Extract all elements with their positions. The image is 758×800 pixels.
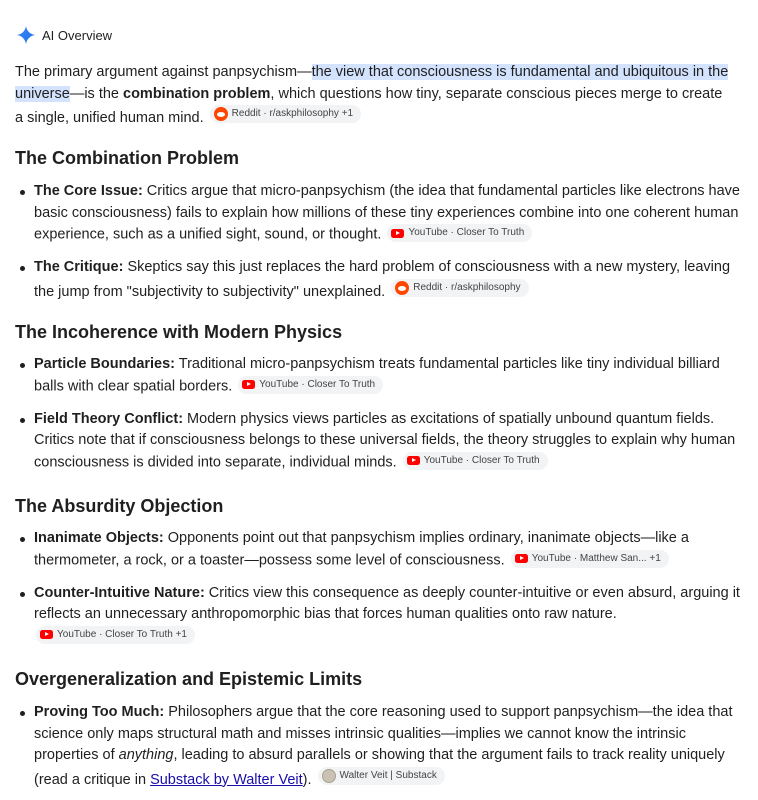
item-text: Traditional micro-panpsychism treats fundamental particles like tiny individual billiard balls with clear spatial borders. [34,356,720,394]
intro-text: , which questions how tiny, separate conscious pieces merge to create a single, unified human mind. [15,85,723,126]
source-chip-label: YouTube · Closer To Truth [259,378,376,390]
section-list [0,702,740,791]
item-text: Critics view this consequence as deeply counter-intuitive or even absurd, arguing it reflects an unnecessary anthropomorphic bias that forces human qualities onto raw nature. [34,584,740,622]
substack-link[interactable]: Substack by Walter Veit [150,771,303,788]
gemini-sparkle-icon [16,25,36,45]
source-chip-label: Reddit · r/askphilosophy +1 [231,108,354,119]
item-label: Counter-Intuitive Nature: [34,584,205,601]
reddit-icon [395,281,409,295]
item-label: Proving Too Much: [34,704,165,720]
item-label: The Critique: [34,259,124,275]
item-label: Inanimate Objects: [34,530,164,546]
source-chip[interactable] [387,224,532,242]
highlighted-definition: the view that consciousness is fundamental and ubiquitous in the universe [15,64,729,102]
source-chip-label: Reddit · r/askphilosophy [413,281,521,293]
source-chip[interactable] [403,452,548,470]
list-item [0,354,740,398]
source-chip-label: YouTube · Closer To Truth [408,227,525,238]
section-heading: Overgeneralization and Epistemic Limits [15,669,363,689]
section-heading: The Combination Problem [15,148,240,168]
youtube-icon [407,456,420,465]
list-item [0,181,740,246]
list-item [0,257,740,303]
source-chip-label: Walter Veit | Substack [339,769,437,781]
section-list [0,528,740,648]
source-chip-label: YouTube · Matthew San... +1 [531,552,661,564]
list-item [0,409,740,474]
list-item [0,702,740,791]
item-label: Field Theory Conflict: [34,410,184,427]
youtube-icon [391,229,404,238]
item-emphasis: anything [118,747,174,763]
youtube-icon [242,380,255,389]
section-heading: The Absurdity Objection [15,496,224,516]
source-chip[interactable] [36,626,195,644]
source-chip-label: YouTube · Closer To Truth +1 [57,628,187,640]
section-list [0,354,740,474]
youtube-icon [40,630,53,639]
section-list [0,181,740,303]
ai-overview-title: AI Overview [42,27,113,43]
item-text: Opponents point out that panpsychism implies ordinary, inanimate objects—like a thermometer, a rock, or a toaster—possess some level of consciousness. [34,530,689,568]
item-text: Critics argue that micro-panpsychism (the idea that fundamental particles like electrons have basic consciousness) fails to explain how millions of these tiny experiences combine into one coherent human experience, such as a unified sight, sound, or thought. [34,183,740,243]
item-text: Skeptics say this just replaces the hard problem of consciousness with a new mystery, leaving the jump from "subjectivity to subjectivity" unexplained. [34,259,731,300]
reddit-icon [214,107,228,121]
item-text: , leading to absurd parallels or showing that the argument fails to track reality uniquely (read a critique in [34,747,725,788]
list-item [0,583,740,648]
source-chip[interactable] [511,550,669,568]
item-text: ). [302,771,312,788]
author-avatar-icon [322,769,336,783]
source-chip[interactable] [391,279,528,297]
item-text: Philosophers argue that the core reasoning used to support panpsychism—the idea that science only maps structural math and misses intrinsic qualities—implies we cannot know the intrinsic properties of [34,704,733,763]
intro-text: The primary argument against panpsychism— [15,64,312,80]
key-term: combination problem [123,85,271,102]
list-item [0,528,740,572]
item-label: Particle Boundaries: [34,356,176,372]
item-label: The Core Issue: [34,183,143,199]
source-chip[interactable] [318,767,445,785]
source-chip-label: YouTube · Closer To Truth [423,454,540,466]
item-text: Modern physics views particles as excitations of spatially unbound quantum fields. Critics note that if consciousness belongs to these universal fields, the theory struggles to explain why human consciousness is divided into separate, individual minds. [34,410,736,470]
source-chip[interactable] [238,376,383,394]
source-chip[interactable] [210,105,361,123]
youtube-icon [515,554,528,563]
section-heading: The Incoherence with Modern Physics [15,322,343,342]
ai-overview-header [16,25,112,45]
intro-text: —is the [69,85,123,102]
intro-paragraph [15,62,730,130]
